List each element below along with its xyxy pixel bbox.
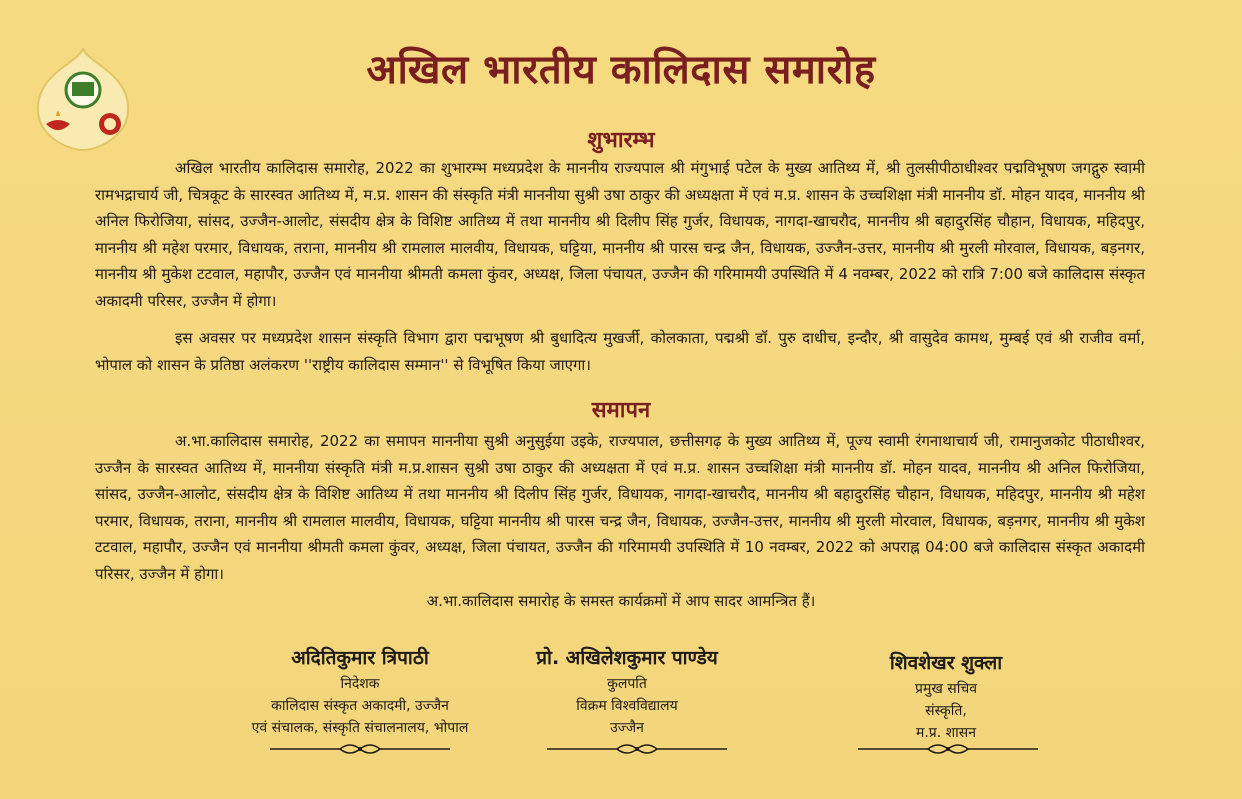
signatory-principal-secretary — [796, 648, 1096, 744]
ornament-divider — [547, 741, 727, 757]
inauguration-paragraph — [95, 155, 1145, 314]
signatory-designation: प्रमुख सचिव — [914, 681, 977, 697]
ornament-divider — [858, 741, 1038, 757]
page-title: अखिल भारतीय कालिदास समारोह — [366, 47, 876, 93]
signatory-designation: कुलपति — [607, 676, 647, 692]
signatory-designation: निदेशक — [340, 676, 380, 692]
signatory-name: अदितिकुमार त्रिपाठी — [291, 647, 429, 669]
signatory-org: विक्रम विश्वविद्यालय — [576, 698, 678, 714]
signatory-director — [210, 643, 510, 739]
inauguration-text: अखिल भारतीय कालिदास समारोह, 2022 का शुभारम्भ मध्यप्रदेश के माननीय राज्यपाल श्री मंगुभाई पटेल के मुख्य आतिथ्य में, श्री तुलसीपीठाधीश्वर पद्मविभूषण जगद्गुरु स्वामी रामभद्राचार्य जी, चित्रकूट के सारस्वत आतिथ्य में, म.प्र. शासन की संस्कृति मंत्री माननीया सुश्री उषा ठाकुर की अध्यक्षता में एवं म.प्र. शासन के उच्चशिक्षा मंत्री माननीय डॉ. मोहन यादव, माननीय श्री अनिल फिरोजिया, सांसद, उज्जैन-आलोट, संसदीय क्षेत्र के विशिष्ट आतिथ्य में तथा माननीय श्री दिलीप सिंह गुर्जर, विधायक, नागदा-खाचरौद, माननीय श्री बहादुरसिंह चौहान, विधायक, महिदपुर, माननीय श्री महेश परमार, विधायक, तराना, माननीय श्री रामलाल मालवीय, विधायक, घट्टिया, माननीय श्री पारस चन्द्र जैन, विधायक, उज्जैन-उत्तर, माननीय श्री मुरली मोरवाल, विधायक, बड़नगर, माननीय श्री मुकेश टटवाल, महापौर, उज्जैन एवं माननीया श्रीमती कमला कुंवर, अध्यक्ष, जिला पंचायत, उज्जैन की गरिमामयी उपस्थिति में 4 नवम्बर, 2022 को रात्रि 7:00 बजे कालिदास संस्कृत अकादमी परिसर, उज्जैन में होगा। — [95, 159, 1145, 310]
ornament-divider — [270, 741, 450, 757]
signatory-org: संस्कृति, — [925, 703, 967, 719]
closing-paragraph — [95, 428, 1145, 587]
section-heading-inauguration: शुभारम्भ — [587, 128, 655, 153]
invitation-line: अ.भा.कालिदास समारोह के समस्त कार्यक्रमों में आप सादर आमन्त्रित हैं। — [426, 592, 816, 610]
signatory-vice-chancellor — [477, 643, 777, 739]
signatory-org: कालिदास संस्कृत अकादमी, उज्जैन — [271, 698, 449, 714]
honour-paragraph — [95, 325, 1145, 378]
closing-text: अ.भा.कालिदास समारोह, 2022 का समापन माननीया सुश्री अनुसुईया उइके, राज्यपाल, छत्तीसगढ़ के मुख्य आतिथ्य में, पूज्य स्वामी रंगनाथाचार्य जी, रामानुजकोट पीठाधीश्वर, उज्जैन के सारस्वत आतिथ्य में, माननीया संस्कृति मंत्री म.प्र.शासन सुश्री उषा ठाकुर की अध्यक्षता में एवं म.प्र. शासन उच्चशिक्षा मंत्री माननीय डॉ. मोहन यादव, माननीय श्री अनिल फिरोजिया, सांसद, उज्जैन-आलोट, संसदीय क्षेत्र के विशिष्ट आतिथ्य में तथा माननीय श्री दिलीप सिंह गुर्जर, विधायक, नागदा-खाचरौद, माननीय श्री बहादुरसिंह चौहान, विधायक, महिदपुर, माननीय श्री महेश परमार, विधायक, तराना, माननीय श्री रामलाल मालवीय, विधायक, घट्टिया माननीय श्री पारस चन्द्र जैन, विधायक, उज्जैन-उत्तर, माननीय श्री मुरली मोरवाल, विधायक, बड़नगर, माननीय श्री मुकेश टटवाल, महापौर, उज्जैन एवं माननीया श्रीमती कमला कुंवर, अध्यक्ष, जिला पंचायत, उज्जैन की गरिमामयी उपस्थिति में 10 नवम्बर, 2022 को अपराह्न 04:00 बजे कालिदास संस्कृत अकादमी परिसर, उज्जैन में होगा। — [95, 432, 1145, 583]
signatory-org-2: म.प्र. शासन — [915, 725, 977, 741]
signatory-name: शिवशेखर शुक्ला — [889, 652, 1003, 674]
signatory-org-2: एवं संचालक, संस्कृति संचालनालय, भोपाल — [251, 720, 469, 736]
signatory-name: प्रो. अखिलेशकुमार पाण्डेय — [536, 647, 718, 669]
signatory-org-2: उज्जैन — [610, 720, 644, 736]
honour-text: इस अवसर पर मध्यप्रदेश शासन संस्कृति विभाग द्वारा पद्मभूषण श्री बुधादित्य मुखर्जी, कोलकाता, पद्मश्री डॉ. पुरु दाधीच, इन्दौर, श्री वासुदेव कामथ, मुम्बई एवं श्री राजीव वर्मा, भोपाल को शासन के प्रतिष्ठा अलंकरण ''राष्ट्रीय कालिदास सम्मान'' से विभूषित किया जाएगा। — [95, 329, 1145, 374]
section-heading-closing: समापन — [591, 398, 651, 423]
